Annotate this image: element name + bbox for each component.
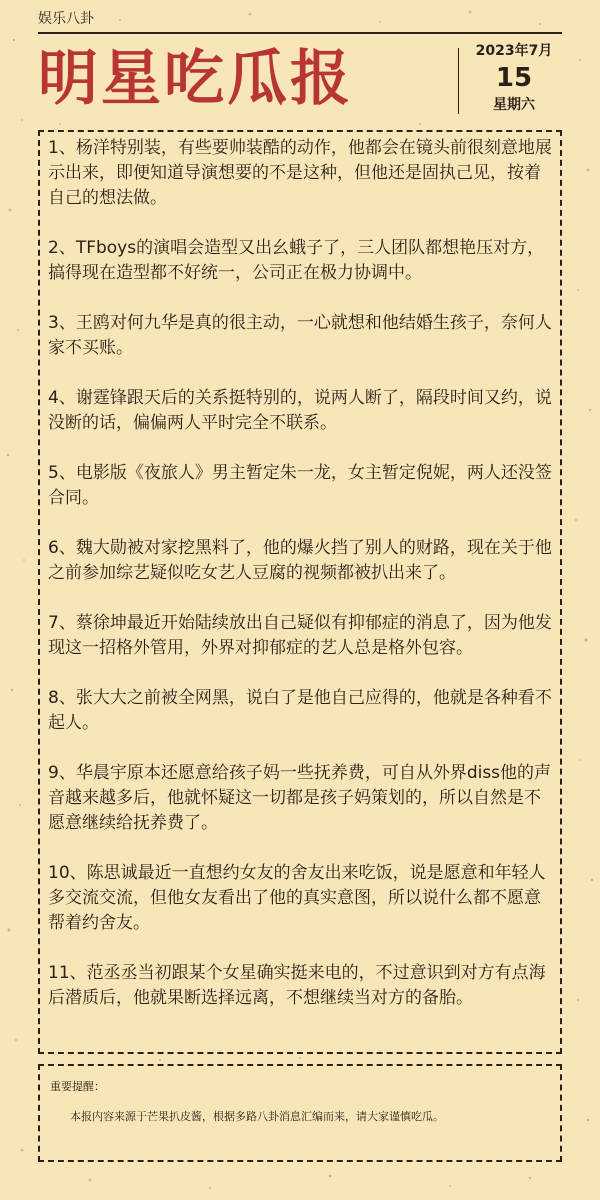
news-item: 7、蔡徐坤最近开始陆续放出自己疑似有抑郁症的消息了，因为他发现这一招格外管用，外界对抑郁症的艺人总是格外包容。 bbox=[48, 613, 552, 658]
top-rule bbox=[38, 32, 562, 34]
news-item: 10、陈思诚最近一直想约女友的舍友出来吃饭，说是愿意和年轻人多交流交流，但他女友看出了他的真实意图，所以说什么都不愿意帮着约舍友。 bbox=[48, 863, 546, 933]
notice-title: 重要提醒： bbox=[50, 1080, 105, 1093]
news-item: 6、魏大勋被对家挖黑料了，他的爆火挡了别人的财路，现在关于他之前参加综艺疑似吃女艺人豆腐的视频都被扒出来了。 bbox=[48, 538, 552, 583]
date-day: 15 bbox=[495, 63, 533, 93]
section-label: 娱乐八卦 bbox=[38, 11, 94, 27]
date-block bbox=[468, 40, 560, 116]
news-item: 2、TFboys的演唱会造型又出幺蛾子了，三人团队都想艳压对方，搞得现在造型都不好统一，公司正在极力协调中。 bbox=[48, 238, 545, 283]
news-list bbox=[38, 130, 562, 1054]
news-item: 1、杨洋特别装，有些要帅装酷的动作，他都会在镜头前很刻意地展示出来，即便知道导演想要的不是这种，但他还是固执己见，按着自己的想法做。 bbox=[48, 138, 552, 208]
notice-text: 本报内容来源于芒果扒皮酱，根据多路八卦消息汇编而来，请大家谨慎吃瓜。 bbox=[70, 1110, 444, 1123]
news-item: 8、张大大之前被全网黑，说白了是他自己应得的，他就是各种看不起人。 bbox=[48, 688, 552, 733]
masthead-title: 明星吃瓜报 bbox=[38, 44, 353, 114]
masthead-divider bbox=[458, 48, 459, 114]
notice-box bbox=[38, 1064, 562, 1162]
news-item: 5、电影版《夜旅人》男主暂定朱一龙，女主暂定倪妮，两人还没签合同。 bbox=[48, 463, 552, 508]
news-item: 9、华晨宇原本还愿意给孩子妈一些抚养费，可自从外界diss他的声音越来越多后，他就怀疑这一切都是孩子妈策划的，所以自然是不愿意继续给抚养费了。 bbox=[48, 763, 552, 833]
date-weekday: 星期六 bbox=[493, 97, 535, 113]
news-item: 4、谢霆锋跟天后的关系挺特别的，说两人断了，隔段时间又约，说没断的话，偏偏两人平时完全不联系。 bbox=[48, 388, 552, 433]
date-year-month: 2023年7月 bbox=[475, 43, 553, 59]
news-item: 3、王鸥对何九华是真的很主动，一心就想和他结婚生孩子，奈何人家不买账。 bbox=[48, 313, 552, 358]
news-item: 11、范丞丞当初跟某个女星确实挺来电的，不过意识到对方有点海后潜质后，他就果断选择远离，不想继续当对方的备胎。 bbox=[48, 963, 546, 1008]
